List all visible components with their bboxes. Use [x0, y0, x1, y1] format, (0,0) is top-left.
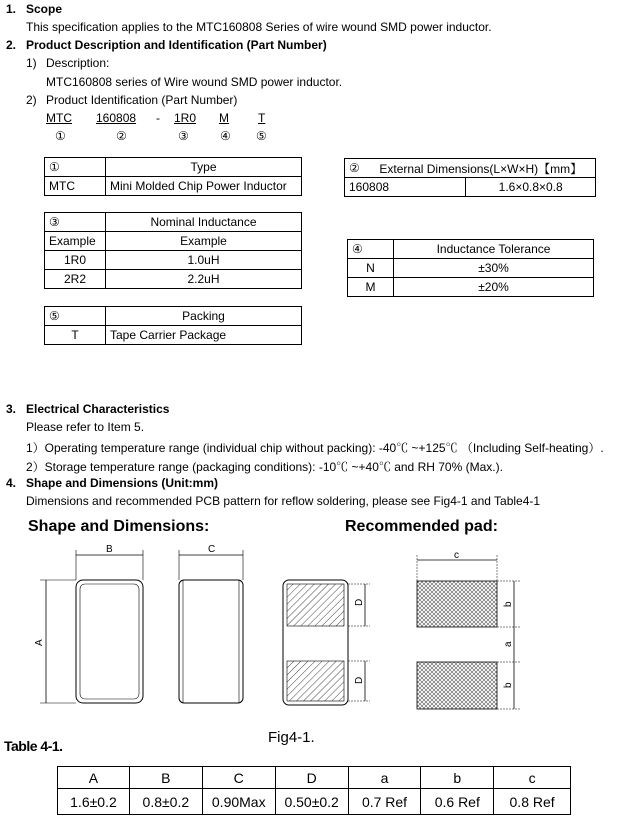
dim-value-c: 0.8 Ref	[494, 789, 571, 815]
pn-code-inductance: 1R0	[174, 111, 197, 125]
section-3-number: 3.	[6, 402, 17, 416]
label-D-top: D	[354, 598, 365, 606]
sub-1-number: 1)	[26, 56, 37, 70]
section-4-text: Dimensions and recommended PCB pattern for reflow soldering, please see Fig4-1 and Table4-1	[26, 494, 541, 508]
table-4-1-title: Table 4-1.	[4, 738, 63, 754]
inductance-row-1-code: 1R0	[45, 251, 106, 270]
inductance-table-col2: Example	[106, 232, 302, 251]
inductance-row-2-value: 2.2uH	[106, 270, 302, 289]
packing-row-1-desc: Tape Carrier Package	[106, 326, 302, 345]
label-B: B	[106, 544, 113, 555]
label-c: c	[454, 550, 459, 561]
pn-code-tolerance: M	[219, 111, 229, 125]
dim-header-c: c	[494, 767, 571, 789]
ext-dim-table-value: 1.6×0.8×0.8	[466, 178, 596, 197]
dimension-figure	[0, 540, 624, 720]
label-A: A	[34, 639, 45, 646]
packing-row-1-code: T	[45, 326, 106, 345]
dimensions-table-value-row	[58, 789, 571, 815]
label-a: a	[503, 641, 514, 647]
section-2-title: Product Description and Identification (Part Number)	[26, 38, 327, 52]
dim-header-A: A	[58, 767, 130, 789]
section-1-number: 1.	[6, 2, 17, 16]
label-b-top: b	[503, 601, 514, 607]
section-3-item-1: 1）Operating temperature range (individual chip without packing): -40℃ ~+125℃ （Including Self-heating）.	[26, 441, 604, 455]
section-3-title: Electrical Characteristics	[26, 402, 170, 416]
pn-mark-1: ①	[55, 129, 66, 143]
inductance-row-2-code: 2R2	[45, 270, 106, 289]
dim-header-B: B	[129, 767, 202, 789]
pn-mark-5: ⑤	[256, 129, 267, 143]
dim-value-C: 0.90Max	[202, 789, 275, 815]
tolerance-row-2-code: M	[348, 278, 394, 297]
packing-table-header: Packing	[106, 307, 302, 326]
inductance-table-header: Nominal Inductance	[106, 213, 302, 232]
inductance-table	[44, 212, 302, 289]
pn-mark-4: ④	[220, 129, 231, 143]
pn-mark-3: ③	[178, 129, 189, 143]
ext-dim-table	[344, 158, 596, 197]
dim-header-D: D	[275, 767, 348, 789]
section-3-text: Please refer to Item 5.	[26, 420, 145, 434]
sub-2-title: Product Identification (Part Number)	[46, 93, 238, 107]
section-4-title: Shape and Dimensions (Unit:mm)	[26, 476, 219, 490]
shape-dimensions-title: Shape and Dimensions:	[28, 518, 210, 535]
packing-table-mark: ⑤	[45, 307, 106, 326]
inductance-table-mark: ③	[45, 213, 106, 232]
sub-2-number: 2)	[26, 93, 37, 107]
sub-1-title: Description:	[46, 56, 110, 70]
chip-top-view	[40, 550, 143, 703]
inductance-table-col1: Example	[45, 232, 106, 251]
dimensions-table-header-row	[58, 767, 571, 789]
dim-value-a: 0.7 Ref	[348, 789, 421, 815]
pn-code-packing: T	[258, 111, 266, 125]
tolerance-table-header: Inductance Tolerance	[394, 240, 594, 259]
pn-code-type: MTC	[46, 111, 72, 125]
dim-value-B: 0.8±0.2	[129, 789, 202, 815]
packing-table	[44, 306, 302, 345]
figure-caption: Fig4-1.	[268, 729, 315, 746]
type-table	[44, 157, 302, 196]
chip-side-view	[179, 550, 243, 703]
dim-value-A: 1.6±0.2	[58, 789, 130, 815]
dim-value-b: 0.6 Ref	[421, 789, 494, 815]
pn-mark-2: ②	[116, 129, 127, 143]
tolerance-row-2-value: ±20%	[394, 278, 594, 297]
section-4-number: 4.	[6, 476, 17, 490]
pn-code-size: 160808	[96, 111, 137, 125]
section-1-text: This specification applies to the MTC160808 Series of wire wound SMD power inductor.	[26, 20, 492, 34]
label-D-bottom: D	[354, 676, 365, 684]
sub-1-text: MTC160808 series of Wire wound SMD power inductor.	[46, 75, 343, 89]
inductance-row-1-value: 1.0uH	[106, 251, 302, 270]
tolerance-table-mark: ④	[348, 240, 394, 259]
pn-dash: -	[156, 111, 160, 125]
ext-dim-table-header: External Dimensions(L×W×H)【mm】	[367, 159, 596, 178]
chip-bottom-view	[283, 580, 370, 705]
type-table-mark: ①	[45, 158, 106, 177]
label-b-bottom: b	[503, 682, 514, 688]
type-table-header: Type	[106, 158, 302, 177]
dim-header-b: b	[421, 767, 494, 789]
dim-header-a: a	[348, 767, 421, 789]
ext-dim-table-mark: ②	[345, 159, 367, 178]
label-C: C	[208, 544, 216, 555]
tolerance-row-1-code: N	[348, 259, 394, 278]
recommended-pad-title: Recommended pad:	[345, 518, 498, 535]
section-2-number: 2.	[6, 38, 17, 52]
ext-dim-table-code: 160808	[345, 178, 466, 197]
dim-header-C: C	[202, 767, 275, 789]
dim-value-D: 0.50±0.2	[275, 789, 348, 815]
section-1-title: Scope	[26, 2, 63, 16]
section-3-item-2: 2）Storage temperature range (packaging conditions): -10℃ ~+40℃ and RH 70% (Max.).	[26, 460, 503, 474]
tolerance-table	[347, 239, 594, 297]
type-table-code: MTC	[45, 177, 106, 196]
type-table-desc: Mini Molded Chip Power Inductor	[106, 177, 302, 196]
dimensions-table	[57, 766, 571, 815]
tolerance-row-1-value: ±30%	[394, 259, 594, 278]
